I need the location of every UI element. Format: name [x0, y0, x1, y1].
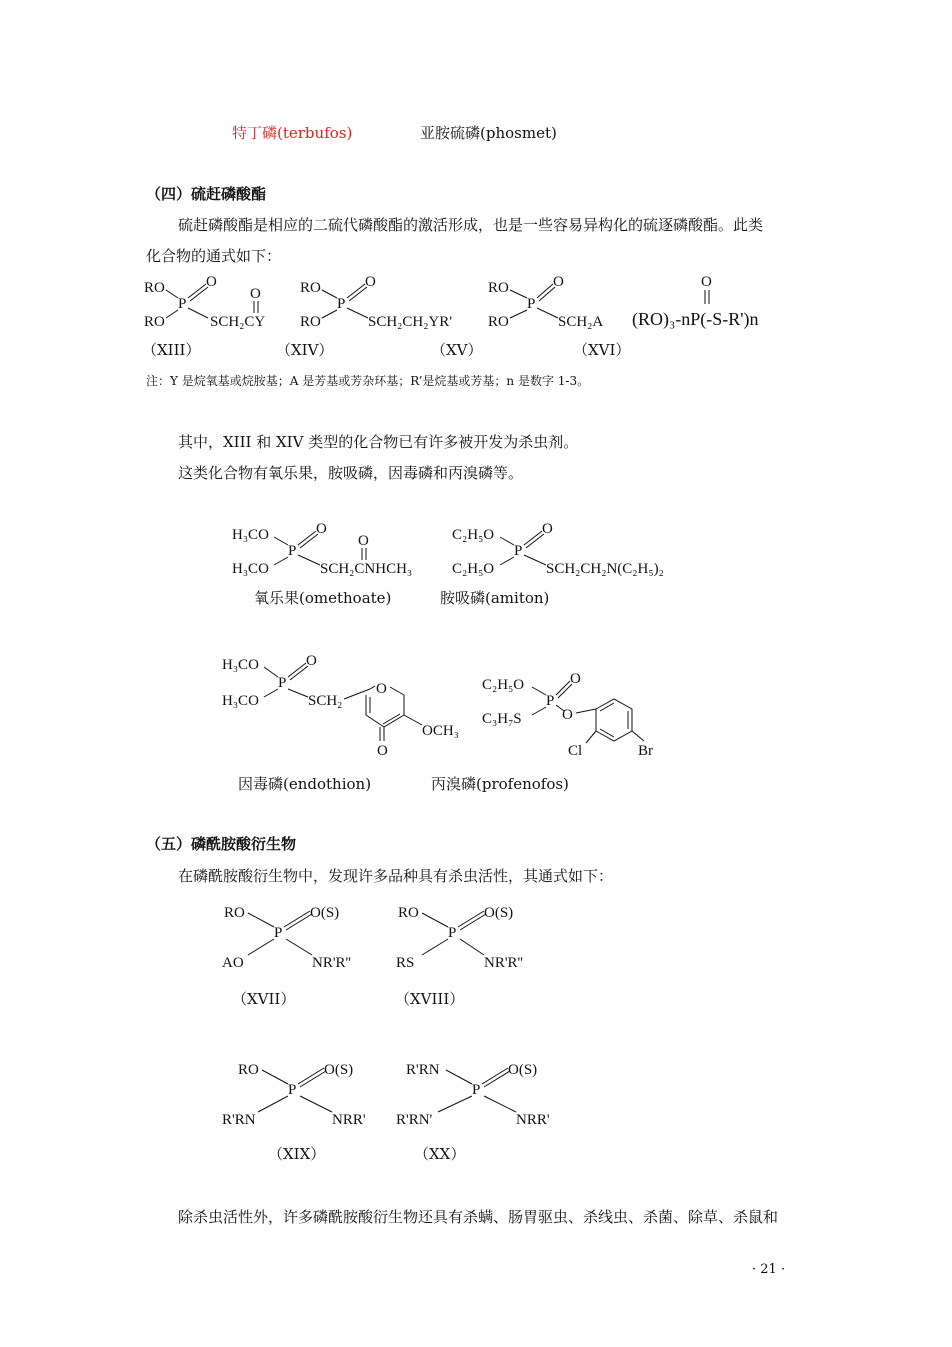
section4-line-a: 其中，XIII 和 XIV 类型的化合物已有许多被开发为杀虫剂。 [178, 433, 579, 451]
svg-text:RO: RO [488, 280, 509, 296]
caption-terbufos: 特丁磷(terbufos) [232, 124, 353, 142]
section4-line-b: 这类化合物有氧乐果，胺吸磷，因毒磷和丙溴磷等。 [178, 464, 524, 482]
section4-paragraph-line1: 硫赶磷酸酯是相应的二硫代磷酸酯的激活形成，也是一些容易异构化的硫逐磷酸酯。此类 [178, 216, 764, 234]
svg-text:Cl: Cl [568, 743, 583, 759]
label-xx: （XX） [414, 1145, 466, 1163]
svg-text:O: O [250, 286, 261, 302]
svg-text:AO: AO [222, 955, 244, 971]
label-xiii: （XIII） [142, 341, 201, 359]
general-formulas-xix-xx [220, 1052, 570, 1132]
svg-text:O: O [376, 681, 387, 697]
svg-text:P: P [288, 543, 297, 559]
svg-text:RO: RO [224, 905, 245, 921]
svg-text:P: P [448, 925, 457, 941]
svg-text:O(S): O(S) [324, 1062, 354, 1078]
svg-text:P: P [274, 925, 283, 941]
svg-text:C₃H₇S: C₃H₇S [482, 711, 522, 727]
section4-heading: （四）硫赶磷酸酯 [146, 185, 267, 203]
svg-text:C₂H₅O: C₂H₅O [452, 527, 495, 543]
caption-profenofos: 丙溴磷(profenofos) [431, 775, 569, 793]
svg-text:Br: Br [638, 743, 653, 759]
svg-text:O: O [316, 521, 327, 537]
structures-endothion-profenofos [220, 645, 690, 770]
svg-text:C₂H₅O: C₂H₅O [452, 561, 495, 577]
svg-text:O: O [306, 653, 317, 669]
svg-text:SCH₂CNHCH₃: SCH₂CNHCH₃ [320, 561, 413, 577]
svg-text:NR'R'': NR'R'' [484, 955, 523, 971]
svg-text:SCH₂CH₂YR': SCH₂CH₂YR' [368, 314, 453, 330]
svg-text:SCH₂A: SCH₂A [558, 314, 604, 330]
general-formulas-xvii-xviii [220, 895, 550, 975]
svg-text:(RO)₃-nP(-S-R')n: (RO)₃-nP(-S-R')n [632, 309, 759, 329]
svg-text:RO: RO [144, 280, 165, 296]
svg-text:O: O [570, 671, 581, 687]
svg-text:RO: RO [300, 314, 321, 330]
svg-text:O(S): O(S) [508, 1062, 538, 1078]
section4-paragraph-line2: 化合物的通式如下： [146, 247, 282, 265]
label-xvii: （XVII） [232, 990, 296, 1008]
svg-text:NRR': NRR' [516, 1112, 550, 1128]
svg-text:SCH₂: SCH₂ [308, 693, 343, 709]
svg-text:O: O [358, 533, 369, 549]
svg-text:O: O [562, 707, 573, 723]
svg-text:R'RN: R'RN [222, 1112, 256, 1128]
svg-text:NR'R'': NR'R'' [312, 955, 351, 971]
svg-text:R'RN: R'RN [406, 1062, 440, 1078]
label-xv: （XV） [431, 341, 483, 359]
structures-omethoate-amiton [230, 515, 700, 585]
svg-text:P: P [337, 296, 346, 312]
svg-text:RO: RO [488, 314, 509, 330]
svg-text:P: P [472, 1082, 481, 1098]
svg-text:O: O [553, 274, 564, 290]
svg-text:P: P [288, 1082, 297, 1098]
svg-text:H₃CO: H₃CO [232, 527, 269, 543]
svg-text:RO: RO [300, 280, 321, 296]
section5-intro: 在磷酰胺酸衍生物中，发现许多品种具有杀虫活性，其通式如下： [178, 867, 614, 885]
svg-text:O(S): O(S) [484, 905, 514, 921]
svg-text:O: O [206, 274, 217, 290]
svg-text:O: O [542, 521, 553, 537]
svg-text:O: O [701, 274, 712, 290]
svg-text:R'RN': R'RN' [396, 1112, 433, 1128]
svg-text:P: P [514, 543, 523, 559]
label-xvi: （XVI） [573, 341, 631, 359]
formula-note: 注：Y 是烷氧基或烷胺基；A 是芳基或芳杂环基；R’是烷基或芳基；n 是数字 1-3。 [146, 374, 590, 388]
svg-text:SCH₂CY: SCH₂CY [210, 314, 266, 330]
svg-text:RO: RO [398, 905, 419, 921]
caption-omethoate: 氧乐果(omethoate) [254, 589, 392, 607]
page-number: · 21 · [752, 1262, 786, 1277]
svg-text:RS: RS [396, 955, 415, 971]
label-xiv: （XIV） [276, 341, 334, 359]
svg-text:P: P [546, 693, 555, 709]
svg-text:SCH₂CH₂N(C₂H₅)₂: SCH₂CH₂N(C₂H₅)₂ [546, 561, 664, 577]
svg-text:P: P [178, 296, 187, 312]
caption-amiton: 胺吸磷(amiton) [440, 589, 550, 607]
svg-text:NRR': NRR' [332, 1112, 366, 1128]
svg-text:RO: RO [144, 314, 165, 330]
caption-endothion: 因毒磷(endothion) [238, 775, 372, 793]
svg-text:O: O [365, 274, 376, 290]
svg-text:P: P [527, 296, 536, 312]
label-xix: （XIX） [268, 1145, 326, 1163]
section5-final-line: 除杀虫活性外，许多磷酰胺酸衍生物还具有杀螨、肠胃驱虫、杀线虫、杀菌、除草、杀鼠和 [178, 1208, 779, 1226]
svg-text:OCH₃: OCH₃ [422, 723, 459, 739]
svg-text:C₂H₅O: C₂H₅O [482, 677, 525, 693]
svg-text:O: O [377, 743, 388, 759]
svg-text:H₃CO: H₃CO [222, 693, 259, 709]
svg-text:H₃CO: H₃CO [222, 657, 259, 673]
label-xviii: （XVIII） [395, 990, 465, 1008]
general-formulas-xiii-xvi [140, 268, 800, 338]
svg-text:RO: RO [238, 1062, 259, 1078]
section5-heading: （五）磷酰胺酸衍生物 [146, 835, 297, 853]
svg-text:H₃CO: H₃CO [232, 561, 269, 577]
svg-text:P: P [278, 675, 287, 691]
svg-text:O(S): O(S) [310, 905, 340, 921]
caption-phosmet: 亚胺硫磷(phosmet) [420, 124, 557, 142]
